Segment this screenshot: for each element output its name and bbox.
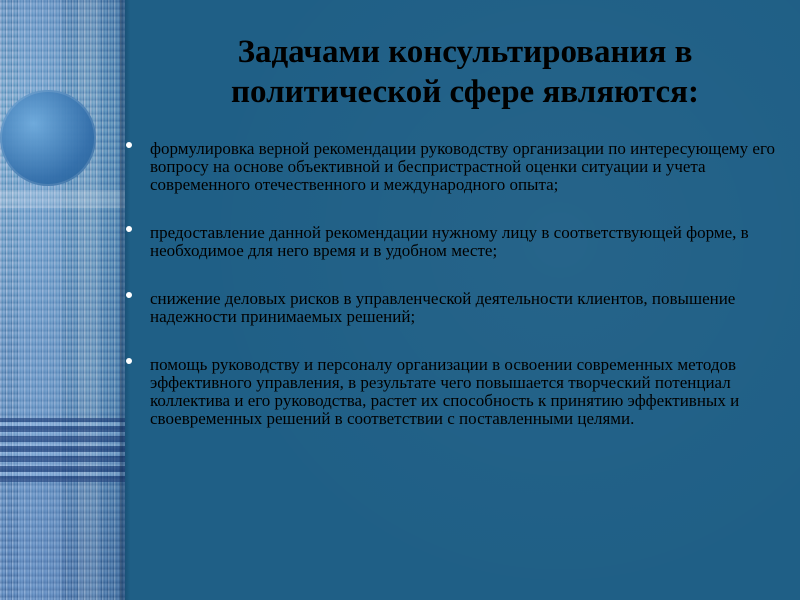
- bullet-item-4: [150, 356, 785, 428]
- bullet-text-2: предоставление данной рекомендации нужному лицу в соответствующей форме, в необходимое для него время и в удобном месте;: [150, 223, 749, 260]
- decorative-band-edge: [120, 0, 130, 600]
- bullet-list: [150, 140, 785, 428]
- bullet-item-2: [150, 224, 785, 260]
- decorative-vertical-stripe-2: [78, 0, 100, 600]
- decorative-horizontal-stripe: [0, 190, 125, 208]
- title-line-1: Задачами консультирования в: [237, 34, 693, 70]
- bullet-text-1: формулировка верной рекомендации руководству организации по интересующему его вопросу на основе объективной и беспристрастной оценки ситуации и учета современного отечественного и международного опыта;: [150, 139, 776, 194]
- bullet-icon: [126, 358, 132, 364]
- decorative-circle: [0, 90, 96, 186]
- bullet-text-4: помощь руководству и персоналу организации в освоении современных методов эффективного управления, в результате чего повышается творческий потенциал коллектива и его руководства, растет их способность к принятию эффективных и своевременных решений в соответствии с поставленными целями.: [150, 355, 740, 428]
- bullet-icon: [126, 292, 132, 298]
- bullet-icon: [126, 226, 132, 232]
- bullet-item-1: [150, 140, 785, 194]
- decorative-stripes: [0, 418, 125, 482]
- bullet-icon: [126, 142, 132, 148]
- title-line-2: политической сфере являются:: [231, 74, 699, 110]
- bullet-item-3: [150, 290, 785, 326]
- page-title: [180, 32, 750, 112]
- bullet-text-3: снижение деловых рисков в управленческой деятельности клиентов, повышение надежности принимаемых решений;: [150, 289, 736, 326]
